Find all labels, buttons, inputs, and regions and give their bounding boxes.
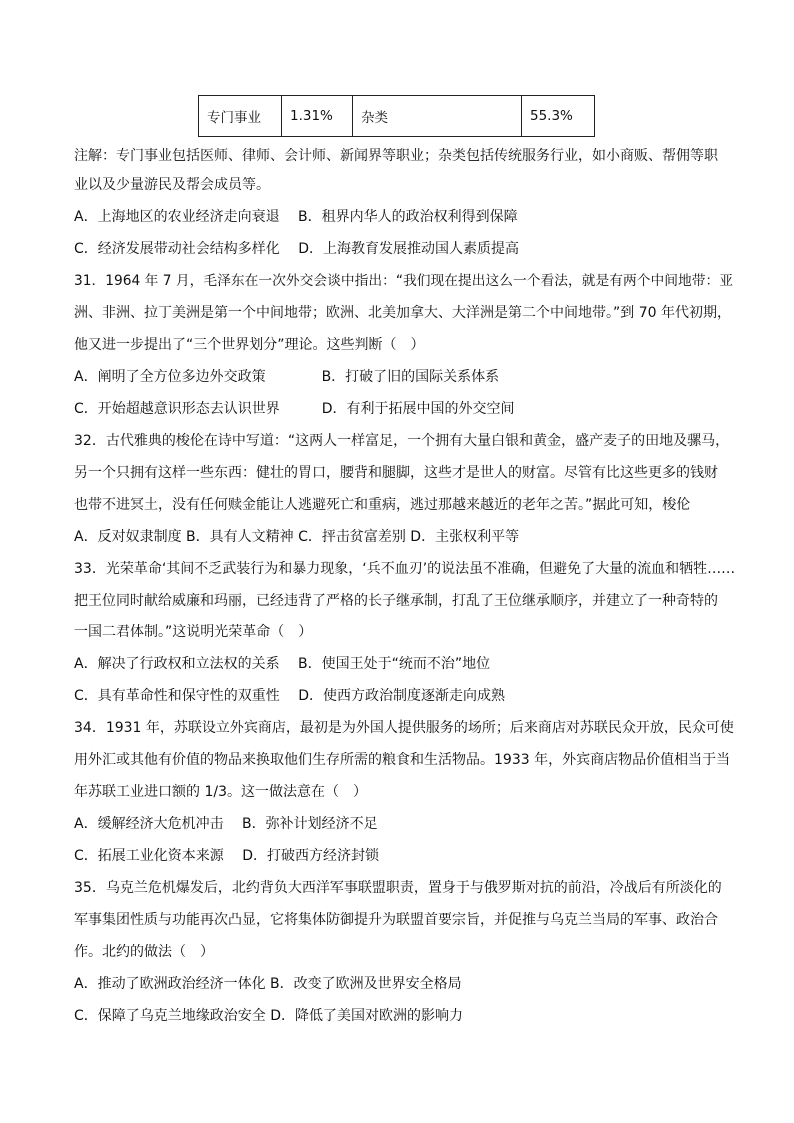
- occupation-table: [198, 95, 595, 137]
- table-cell: 杂类: [353, 96, 522, 137]
- option-line: C．经济发展带动社会结构多样化 D．上海教育发展推动国人素质提高: [74, 241, 520, 257]
- option-line: A．推动了欧洲政治经济一体化 B．改变了欧洲及世界安全格局: [74, 976, 462, 992]
- question-line: 31．1964 年 7 月，毛泽东在一次外交会谈中指出：“我们现在提出这么一个看法，就是有两个中间地带：亚: [74, 273, 733, 289]
- note-line: 业以及少量游民及帮会成员等。: [74, 177, 270, 193]
- question-line: 33．光荣革命‘其间不乏武装行为和暴力现象，‘兵不血刃’的说法虽不准确，但避免了大量的流血和牺牲……: [74, 561, 736, 577]
- table-cell: 专门事业: [199, 96, 282, 137]
- option-line: A．缓解经济大危机冲击 B．弥补计划经济不足: [74, 816, 378, 832]
- question-line: 他又进一步提出了“三个世界划分”理论。这些判断（ ）: [74, 337, 425, 353]
- question-line: 34．1931 年，苏联设立外宾商店，最初是为外国人提供服务的场所；后来商店对苏联民众开放，民众可使: [74, 720, 734, 736]
- option-line: C．开始超越意识形态去认识世界 D．有利于拓展中国的外交空间: [74, 401, 515, 417]
- note-line: 注解：专门事业包括医师、律师、会计师、新闻界等职业；杂类包括传统服务行业，如小商贩、帮佣等职: [74, 148, 718, 164]
- table-cell: 1.31%: [282, 96, 353, 137]
- option-line: C．具有革命性和保守性的双重性 D．使西方政治制度逐渐走向成熟: [74, 688, 506, 704]
- question-line: 年苏联工业进口额的 1/3。这一做法意在（ ）: [74, 784, 367, 800]
- option-line: A．解决了行政权和立法权的关系 B．使国王处于“统而不治”地位: [74, 656, 491, 672]
- option-line: A．阐明了全方位多边外交政策 B．打破了旧的国际关系体系: [74, 369, 500, 385]
- option-line: A．上海地区的农业经济走向衰退 B．租界内华人的政治权利得到保障: [74, 209, 518, 225]
- question-line: 作。北约的做法（ ）: [74, 944, 214, 960]
- question-line: 用外汇或其他有价值的物品来换取他们生存所需的粮食和生活物品。1933 年，外宾商店物品价值相当于当: [74, 752, 731, 768]
- question-line: 32．古代雅典的梭伦在诗中写道：“这两人一样富足，一个拥有大量白银和黄金，盛产麦子的田地及骡马，: [74, 433, 730, 449]
- question-line: 军事集团性质与功能再次凸显，它将集体防御提升为联盟首要宗旨，并促推与乌克兰当局的军事、政治合: [74, 912, 718, 928]
- question-line: 把王位同时献给威廉和玛丽，已经违背了严格的长子继承制，打乱了王位继承顺序，并建立了一种奇特的: [74, 593, 718, 609]
- table-row: [199, 96, 595, 137]
- option-line: A．反对奴隶制度 B．具有人文精神 C．抨击贫富差别 D．主张权利平等: [74, 529, 520, 545]
- question-line: 也带不进冥土，没有任何赎金能让人逃避死亡和重病，逃过那越来越近的老年之苦。”据此可知，梭伦: [74, 497, 691, 513]
- table-cell: 55.3%: [522, 96, 595, 137]
- question-line: 35．乌克兰危机爆发后，北约背负大西洋军事联盟职责，置身于与俄罗斯对抗的前沿，冷战后有所淡化的: [74, 880, 722, 896]
- option-line: C．拓展工业化资本来源 D．打破西方经济封锁: [74, 848, 380, 864]
- option-line: C．保障了乌克兰地缘政治安全 D．降低了美国对欧洲的影响力: [74, 1008, 464, 1024]
- question-line: 洲、非洲、拉丁美洲是第一个中间地带；欧洲、北美加拿大、大洋洲是第二个中间地带。”到 70 年代初期，: [74, 305, 731, 321]
- question-line: 另一个只拥有这样一些东西：健壮的胃口，腰背和腿脚，这些才是世人的财富。尽管有比这些更多的钱财: [74, 465, 718, 481]
- question-line: 一国二君体制。”这说明光荣革命（ ）: [74, 624, 313, 640]
